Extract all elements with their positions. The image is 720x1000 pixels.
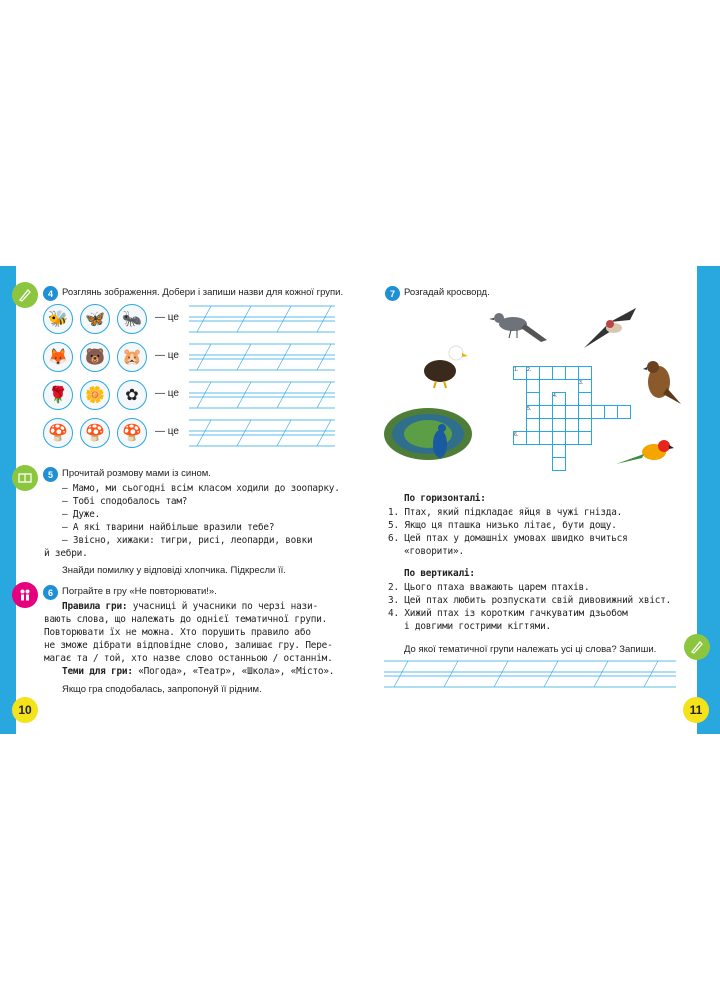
crossword-number: 5. xyxy=(527,406,532,412)
daisy-icon: 🌼 xyxy=(80,380,110,410)
left-page-number: 10 xyxy=(12,697,38,723)
cornflower-icon: ✿ xyxy=(117,380,147,410)
writing-lines[interactable] xyxy=(189,305,335,333)
rules-line-5: магає та / той, хто назве слово останньою / останнім. xyxy=(44,653,333,664)
rules-line-2: вають слова, що належать до однієї тематичної групи. xyxy=(44,614,328,625)
pencil-marker-icon xyxy=(12,282,38,308)
right-margin-inner xyxy=(692,266,698,734)
eagle-illustration xyxy=(416,341,468,389)
hamster-icon: 🐹 xyxy=(117,342,147,372)
crossword-cell[interactable] xyxy=(526,392,540,406)
crossword-cell[interactable] xyxy=(526,379,540,393)
ant-icon: 🐜 xyxy=(117,304,147,334)
task-7-question: До якої тематичної групи належать усі ці слова? Запиши. xyxy=(404,644,657,655)
crossword-cell[interactable] xyxy=(552,418,566,432)
rules-line-4: не зможе дібрати відповідне слово, залишає гру. Пере- xyxy=(44,640,333,651)
themes-text: «Погода», «Театр», «Школа», «Місто». xyxy=(132,666,335,677)
rules-title: Правила гри: xyxy=(62,601,128,612)
crossword-number: 2. xyxy=(527,367,532,373)
crossword-cell[interactable] xyxy=(526,418,540,432)
left-margin-strip xyxy=(0,266,14,734)
pencil-marker-right-icon xyxy=(684,634,710,660)
dialogue-line-1: — Мамо, ми сьогодні всім класом ходили до зоопарку. xyxy=(62,483,340,494)
right-page-number: 11 xyxy=(683,697,709,723)
down-clue-4: 4. Хижий птах із коротким гачкуватим дзьобом xyxy=(388,608,628,619)
dialogue-line-6: й зебри. xyxy=(44,548,88,559)
crossword-number: 1. xyxy=(514,367,519,373)
down-clue-3: 3. Цей птах любить розпускати свій дивовижний хвіст. xyxy=(388,595,672,606)
across-clue-6-cont: «говорити». xyxy=(404,546,464,557)
across-clue-1: 1. Птах, який підкладає яйця в чужі гнізда. xyxy=(388,507,623,518)
writing-lines[interactable] xyxy=(189,381,335,409)
task-6-footer: Якщо гра сподобалась, запропонуй її рідним. xyxy=(62,684,262,695)
crossword-cell[interactable] xyxy=(578,366,592,380)
task-5-text: Прочитай розмову мами із сином. xyxy=(62,468,211,479)
writing-lines[interactable] xyxy=(189,343,335,371)
book-marker-icon xyxy=(12,465,38,491)
mushroom-icon: 🍄 xyxy=(43,418,73,448)
across-clue-6: 6. Цей птах у домашніх умовах швидко вчиться xyxy=(388,533,628,544)
rules-line-1 xyxy=(62,601,318,613)
swallow-illustration xyxy=(580,306,640,351)
crossword-cell[interactable] xyxy=(591,405,605,419)
down-clue-2: 2. Цього птаха вважають царем птахів. xyxy=(388,582,590,593)
task-7-badge: 7 xyxy=(385,286,400,301)
across-title: По горизонталі: xyxy=(404,493,486,504)
fox-icon: 🦊 xyxy=(43,342,73,372)
crossword-number: 6. xyxy=(514,432,519,438)
crossword-cell[interactable] xyxy=(552,444,566,458)
dialogue-line-4: — А які тварини найбільше вразили тебе? xyxy=(62,522,275,533)
group-label: — це xyxy=(155,350,179,361)
cuckoo-illustration xyxy=(487,306,549,348)
crossword-cell[interactable] xyxy=(552,405,566,419)
crossword-cell[interactable] xyxy=(552,366,566,380)
textbook-spread xyxy=(0,266,720,734)
crossword-number: 4. xyxy=(553,393,558,399)
dialogue-line-5: — Звісно, хижаки: тигри, рисі, леопарди, вовки xyxy=(62,535,313,546)
mushrooms-icon: 🍄 xyxy=(117,418,147,448)
crossword-cell[interactable] xyxy=(578,418,592,432)
down-clue-4-cont: і довгими гострими кігтями. xyxy=(404,621,551,632)
people-marker-icon xyxy=(12,582,38,608)
themes-line xyxy=(62,666,334,678)
crossword-cell[interactable] xyxy=(539,405,553,419)
crossword-cell[interactable] xyxy=(526,431,540,445)
crossword-cell[interactable] xyxy=(578,405,592,419)
crossword-cell[interactable] xyxy=(552,431,566,445)
hawk-illustration xyxy=(637,358,685,408)
rose-icon: 🌹 xyxy=(43,380,73,410)
themes-title: Теми для гри: xyxy=(62,666,133,677)
group-label: — це xyxy=(155,388,179,399)
dialogue-line-2: — Тобі сподобалось там? xyxy=(62,496,188,507)
bear-icon: 🐻 xyxy=(80,342,110,372)
butterfly-icon: 🦋 xyxy=(80,304,110,334)
crossword-number: 3. xyxy=(579,380,584,386)
across-clue-5: 5. Якщо ця пташка низько літає, бути дощу. xyxy=(388,520,617,531)
task-4-text: Розглянь зображення. Добери і запиши назви для кожної групи. xyxy=(62,287,344,298)
crossword-cell[interactable] xyxy=(565,431,579,445)
answer-lines[interactable] xyxy=(384,660,676,688)
task-5-instruction: Знайди помилку у відповіді хлопчика. Підкресли її. xyxy=(62,565,286,576)
peacock-illustration xyxy=(382,404,480,474)
task-5-badge: 5 xyxy=(43,467,58,482)
left-margin-inner xyxy=(14,266,36,734)
crossword-cell[interactable] xyxy=(539,431,553,445)
group-label: — це xyxy=(155,312,179,323)
crossword-cell[interactable] xyxy=(617,405,631,419)
dialogue-line-3: — Дуже. xyxy=(62,509,101,520)
right-margin-strip xyxy=(698,266,720,734)
task-6-badge: 6 xyxy=(43,585,58,600)
task-4-badge: 4 xyxy=(43,286,58,301)
crossword-cell[interactable] xyxy=(552,457,566,471)
task-7-text: Розгадай кросворд. xyxy=(404,287,490,298)
rules-text-1: учасниці й учасники по черзі нази- xyxy=(127,601,318,612)
crossword-cell[interactable] xyxy=(604,405,618,419)
down-title: По вертикалі: xyxy=(404,568,475,579)
crossword-cell[interactable] xyxy=(565,366,579,380)
parrot-illustration xyxy=(614,436,680,472)
crossword-cell[interactable] xyxy=(578,392,592,406)
mushroom2-icon: 🍄 xyxy=(80,418,110,448)
group-label: — це xyxy=(155,426,179,437)
writing-lines[interactable] xyxy=(189,419,335,447)
bee-icon: 🐝 xyxy=(43,304,73,334)
crossword-cell[interactable] xyxy=(578,431,592,445)
rules-line-3: Повторювати їх не можна. Хто порушить правило або xyxy=(44,627,311,638)
crossword-cell[interactable] xyxy=(565,405,579,419)
crossword-cell[interactable] xyxy=(539,366,553,380)
task-6-text: Пограйте в гру «Не повторювати!». xyxy=(62,586,217,597)
